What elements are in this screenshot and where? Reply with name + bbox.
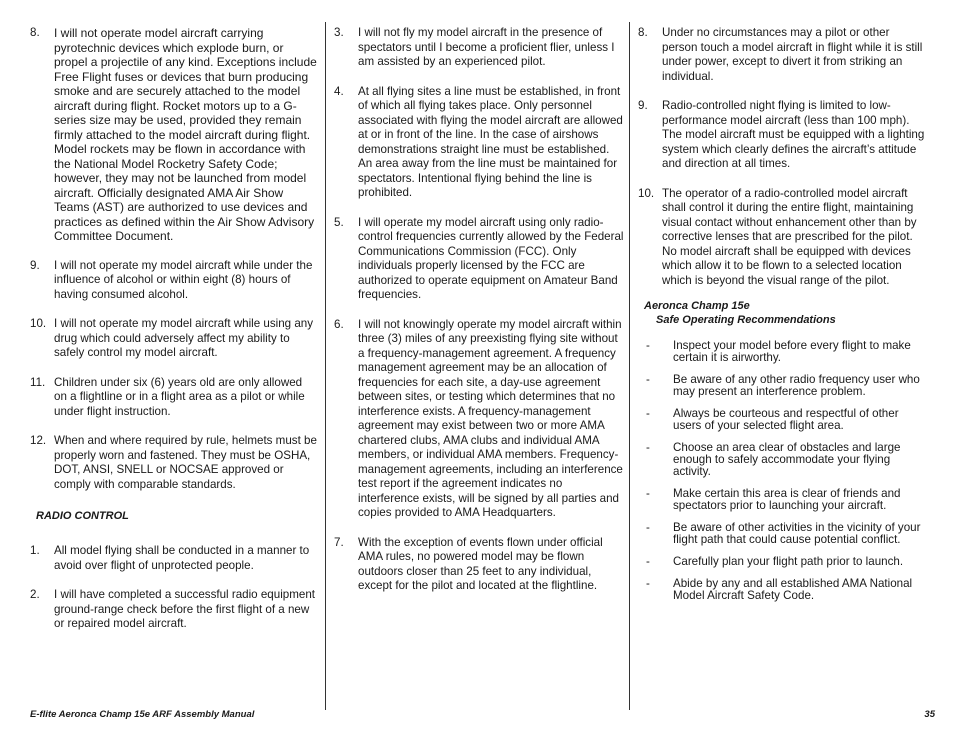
list-item — [30, 259, 318, 303]
bullet-mark: - — [646, 555, 650, 568]
item-text: I will not operate my model aircraft while under the influence of alcohol or within eight (8) hours of having consumed alcohol. — [54, 258, 313, 301]
item-text: I will not operate model aircraft carrying pyrotechnic devices which explode burn, or propel a projectile of any kind. Exceptions include Free Flight fuses or devices that burn producing smoke and are securely attached to the model aircraft during flight. Rocket motors up to a G-series size may be used, provided they remain firmly attached to the model aircraft during flight. Model rockets may be flown in accordance with the National Model Rocketry Safety Code; however, they may not be launched from model aircraft. Officially designated AMA Air Show Teams (AST) are authorized to use devices and practices as defined within the Air Show Advisory Committee Document. — [54, 26, 317, 243]
item-number: 7. — [334, 535, 344, 549]
column-divider — [629, 22, 630, 710]
item-number: 3. — [334, 26, 344, 39]
item-text: I will operate my model aircraft using only radio-control frequencies currently allowed by the Federal Communications Commission (FCC). Only individuals properly licensed by the FCC are authorized to operate equipment on Amateur Band frequencies. — [358, 215, 624, 301]
item-text: I will not fly my model aircraft in the presence of spectators until I become a proficient flier, unless I am assisted by an experienced pilot. — [358, 26, 615, 68]
bullet-text: Be aware of any other radio frequency user who may present an interference problem. — [673, 373, 920, 398]
item-text: At all flying sites a line must be established, in front of which all flying takes place. Only personnel associated with flying the model aircraft are allowed at or in front of the line. In the case of airshows demonstrations straight line must be established. An area away from the line must be maintained for spectators. Intentional flying behind the line is prohibited. — [358, 84, 623, 199]
item-number: 1. — [30, 544, 40, 557]
list-item — [30, 26, 318, 244]
item-number: 8. — [30, 26, 40, 39]
item-number: 6. — [334, 317, 344, 331]
bullet-mark: - — [646, 339, 650, 352]
item-number: 9. — [30, 258, 40, 272]
item-text: Under no circumstances may a pilot or other person touch a model aircraft in flight while it is still under power, except to divert it from striking an individual. — [662, 26, 923, 83]
list-item — [334, 26, 624, 70]
item-text: I will not operate my model aircraft while using any drug which could adversely affect my ability to safely control my model aircraft. — [54, 317, 314, 359]
column-2 — [334, 26, 624, 609]
bullet-text: Be aware of other activities in the vicinity of your flight path that could cause potential conflict. — [673, 521, 921, 546]
list-item — [334, 85, 624, 201]
item-text: When and where required by rule, helmets must be properly worn and fastened. They must be OSHA, DOT, ANSI, SNELL or NOCSAE approved or comply with comparable standards. — [54, 434, 317, 491]
list-item — [30, 376, 318, 420]
item-text: Radio-controlled night flying is limited to low-performance model aircraft (less than 100 mph). The model aircraft must be equipped with a lighting system which clearly defines the aircraft’s attitude and direction at all times. — [662, 99, 925, 170]
bullet-mark: - — [646, 441, 650, 454]
bullet-mark: - — [646, 373, 650, 386]
bullet-mark: - — [646, 487, 650, 500]
item-number: 2. — [30, 588, 40, 601]
list-item — [638, 99, 928, 172]
item-number: 4. — [334, 84, 344, 98]
item-number: 12. — [30, 434, 47, 447]
list-item — [334, 318, 624, 521]
list-item — [638, 187, 928, 289]
column-1 — [30, 26, 318, 647]
column-3 — [638, 26, 928, 612]
bullet-item — [638, 578, 928, 602]
item-text: Children under six (6) years old are only allowed on a flightline or in a flight area as a pilot or while under flight instruction. — [54, 375, 305, 418]
list-item — [30, 588, 318, 632]
list-item — [638, 26, 928, 84]
item-number: 8. — [638, 26, 648, 39]
item-number: 10. — [30, 317, 47, 330]
bullet-item — [638, 488, 928, 512]
list-item — [334, 536, 624, 594]
list-item — [30, 434, 318, 492]
section-heading: RADIO CONTROL — [36, 510, 129, 522]
bullet-item — [638, 340, 928, 364]
footer-manual-title: E-flite Aeronca Champ 15e ARF Assembly Manual — [30, 709, 255, 720]
subsection-subtitle: Safe Operating Recommendations — [656, 314, 836, 326]
bullet-text: Make certain this area is clear of friends and spectators prior to launching your aircraft. — [673, 487, 901, 512]
bullet-mark: - — [646, 521, 650, 534]
item-number: 9. — [638, 99, 648, 112]
item-text: All model flying shall be conducted in a manner to avoid over flight of unprotected people. — [54, 544, 310, 572]
bullet-text: Always be courteous and respectful of other users of your selected flight area. — [673, 407, 899, 432]
bullet-mark: - — [646, 577, 650, 590]
bullet-text: Carefully plan your flight path prior to launch. — [673, 555, 904, 568]
item-text: I will have completed a successful radio equipment ground-range check before the first flight of a new or repaired model aircraft. — [54, 588, 315, 630]
item-number: 10. — [638, 186, 655, 200]
bullet-text: Inspect your model before every flight to make certain it is airworthy. — [673, 339, 911, 364]
bullet-item — [638, 556, 928, 568]
bullet-item — [638, 408, 928, 432]
item-text: With the exception of events flown under official AMA rules, no powered model may be flown outdoors closer than 25 feet to any individual, except for the pilot and located at the flightline. — [358, 535, 603, 592]
list-item — [334, 216, 624, 303]
column-divider — [325, 22, 326, 710]
list-item — [30, 544, 318, 573]
bullet-text: Choose an area clear of obstacles and large enough to safely accommodate your flying activity. — [673, 441, 901, 478]
item-text: I will not knowingly operate my model aircraft within three (3) miles of any preexisting flying site without a frequency-management agreement. A frequency management agreement may be an allocation of frequencies for each site, a day-use agreement between sites, or testing which determines that no interference exists. A frequency-management agreement may exist between two or more AMA chartered clubs, AMA clubs and individual AMA members, or individual AMA members. Frequency-management agreements, including an interference test report if the agreement indicates no interference exists, will be signed by all parties and copies provided to AMA Headquarters. — [358, 317, 623, 519]
list-item — [30, 317, 318, 361]
item-number: 5. — [334, 215, 344, 229]
subsection-title: Aeronca Champ 15e — [644, 300, 750, 312]
bullet-item — [638, 442, 928, 478]
bullet-item — [638, 522, 928, 546]
bullet-item — [638, 374, 928, 398]
item-number: 11. — [30, 375, 46, 389]
bullet-text: Abide by any and all established AMA National Model Aircraft Safety Code. — [673, 577, 913, 602]
page-number: 35 — [924, 709, 935, 720]
item-text: The operator of a radio-controlled model aircraft shall control it during the entire flight, maintaining visual contact without enhancement other than by corrective lenses that are prescribed for the pilot. No model aircraft shall be equipped with devices which allow it to be flown to a selected location which is beyond the visual range of the pilot. — [662, 186, 917, 287]
bullet-mark: - — [646, 407, 650, 420]
